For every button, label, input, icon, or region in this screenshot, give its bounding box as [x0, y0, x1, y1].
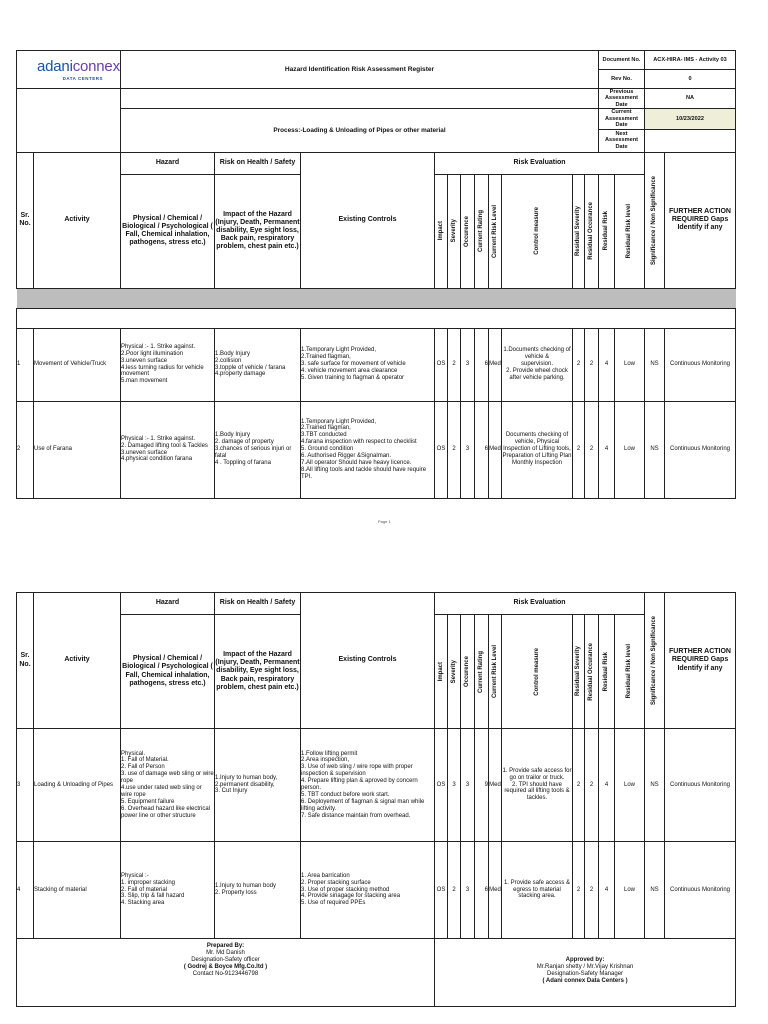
prepared-line-2: Designation-Safety officer — [191, 956, 260, 963]
risk-impact-line: 3.topple of vehicle / farana — [215, 364, 286, 371]
control-measure-line: supervision. — [520, 361, 553, 368]
current-rating: 6 — [475, 842, 489, 939]
hazard-line: 5. Equipment failure — [121, 798, 175, 805]
significance: NS — [645, 842, 665, 939]
table-row — [17, 729, 736, 842]
curr-date-label: Current Assessment Date — [599, 109, 645, 129]
shaded-row — [17, 288, 736, 308]
col-severity: Severity — [448, 615, 461, 729]
control-measure-line: 1. Provide safe access & egress to material stacking area. — [503, 879, 571, 900]
activity: Stacking of material — [34, 842, 121, 939]
existing-controls-line: 2.Trained flagman, — [301, 425, 351, 432]
further-action: Continuous Monitoring — [665, 729, 736, 842]
approved-line-3: ( Adani connex Data Centers ) — [542, 977, 628, 984]
hazard-line: 3.uneven surface — [121, 357, 168, 364]
existing-controls — [301, 729, 435, 842]
severity: 3 — [448, 729, 461, 842]
hazard — [121, 729, 215, 842]
activity: Use of Farana — [34, 401, 121, 498]
severity: 2 — [448, 328, 461, 401]
risk-impact-line: 2. Property loss — [215, 890, 257, 896]
residual-risk: 4 — [599, 842, 615, 939]
signature-row — [17, 939, 736, 1007]
col-res-risk: Residual Risk — [599, 174, 615, 288]
residual-level: Low — [615, 842, 645, 939]
activity: Movement of Vehicle/Truck — [34, 328, 121, 401]
risk-impact-line: 3.chances of serious injuri or fatal — [215, 446, 292, 459]
col-hazard: Hazard — [121, 152, 215, 174]
table-row — [17, 842, 736, 939]
impact: OS — [435, 729, 448, 842]
existing-controls-line: 3. safe surface for movement of vehicle — [301, 361, 406, 368]
existing-controls-line: 5. Use of required PPEs — [301, 900, 366, 907]
existing-controls-line: 4. Provide sinagage for stacking area — [301, 893, 401, 900]
hazard-line: Physical. — [121, 750, 146, 757]
hazard — [121, 842, 215, 939]
control-measure — [502, 328, 573, 401]
hazard-line: 4.use under rated web sling or wire rope — [121, 785, 202, 798]
existing-controls-line: 1.Temporary Light Provided, — [301, 418, 377, 425]
prev-date-value: NA — [645, 89, 736, 109]
existing-controls — [301, 401, 435, 498]
register-title: Hazard Identification Risk Assessment Register — [121, 51, 599, 89]
existing-controls — [301, 328, 435, 401]
existing-controls-line: 7.All operator Should have heavy licence. — [301, 459, 412, 466]
further-action: Continuous Monitoring — [665, 328, 736, 401]
col-res-occurrence: Residual Occurance — [585, 174, 599, 288]
existing-controls-line: 4. Prepare lifting plan & aproved by concern person. — [301, 778, 418, 791]
control-measure — [502, 401, 573, 498]
hazard-line: 4. Stacking area — [121, 900, 165, 907]
prepared-line-1: Mr. Md Danish — [206, 949, 245, 956]
current-rating: 6 — [475, 328, 489, 401]
col-res-severity: Residual Severity — [573, 615, 585, 729]
significance: NS — [645, 729, 665, 842]
existing-controls-line: 3.TBT conducted — [301, 432, 347, 439]
risk-impact — [215, 401, 301, 498]
existing-controls-line: 6. Deployement of flagman & signal man while lifting activity. — [301, 798, 425, 812]
col-controls: Existing Controls — [301, 152, 435, 288]
col-significance: Significance / Non Significance — [645, 152, 665, 288]
residual-risk: 4 — [599, 328, 615, 401]
occurrence: 3 — [461, 729, 475, 842]
existing-controls-line: 3. Use of web sling / wire rope with proper inspection & supervision — [301, 764, 413, 778]
risk-table-2 — [16, 592, 736, 1007]
existing-controls — [301, 842, 435, 939]
residual-level: Low — [615, 401, 645, 498]
col-severity: Severity — [448, 174, 461, 288]
col-res-level: Residual Risk level — [615, 174, 645, 288]
sr-no: 3 — [17, 729, 34, 842]
risk-impact-line: 3. Cut Injury — [215, 788, 248, 795]
residual-occurrence: 2 — [585, 842, 599, 939]
existing-controls-line: 4. vehicle movement area clearance — [301, 367, 398, 374]
significance: NS — [645, 328, 665, 401]
col-risk-sub: Impact of the Hazard (Injury, Death, Permanent disability, Eye sight loss, Back pain, respiratory problem, chest pain etc.) — [215, 174, 301, 288]
control-measure — [502, 842, 573, 939]
table-row — [17, 328, 736, 401]
residual-level: Low — [615, 729, 645, 842]
col-occurrence: Occurence — [461, 615, 475, 729]
current-level: Med — [489, 328, 502, 401]
existing-controls-line: 1. Area barrication — [301, 872, 350, 879]
sr-no: 4 — [17, 842, 34, 939]
existing-controls-line: 2.Area inspection, — [301, 757, 350, 764]
hazard-line: 2. Fall of Person — [121, 764, 165, 771]
residual-occurrence: 2 — [585, 328, 599, 401]
col-current-rating: Current Rating — [475, 615, 489, 729]
control-measure-line: 1.Documents checking of vehicle & — [503, 347, 571, 361]
table-row — [17, 401, 736, 498]
adaniconnex-logo: adaniconnex — [37, 58, 120, 76]
hazard-line: 4.less turning radius for vehicle movement — [121, 364, 204, 378]
col-hazard: Hazard — [121, 593, 215, 615]
hazard — [121, 328, 215, 401]
risk-impact-line: 2.permanent disability, — [215, 781, 275, 788]
col-impact: Impact — [435, 174, 448, 288]
col-risk-eval: Risk Evaluation — [435, 152, 645, 174]
page-1 — [16, 50, 736, 499]
col-impact: Impact — [435, 615, 448, 729]
hazard-line: 6. Overhead hazard like electrical power line or other structure — [121, 805, 211, 819]
col-sr: Sr. No. — [17, 152, 34, 288]
risk-impact-line: 1.Body Injury — [215, 350, 251, 357]
risk-impact — [215, 729, 301, 842]
residual-severity: 2 — [573, 328, 585, 401]
control-measure-line: 1. Provide safe access for go on trailor or truck. — [502, 767, 572, 781]
col-current-level: Current Risk Level — [489, 615, 502, 729]
sr-no: 1 — [17, 328, 34, 401]
severity: 2 — [448, 842, 461, 939]
hazard-line: 4.physical condition farana — [121, 456, 193, 463]
existing-controls-line: 6. Authorised Rigger &Signalman. — [301, 452, 392, 459]
existing-controls-line: 8.All lifting tools and tackle should have require TPI. — [301, 466, 427, 480]
risk-impact-line: 2.collision — [215, 357, 242, 364]
current-rating: 9 — [475, 729, 489, 842]
approved-line-2: Designation-Safety Manager — [546, 970, 624, 977]
prepared-line-3: ( Godrej & Boyce Mfg.Co.ltd ) — [183, 963, 268, 970]
existing-controls-line: 4.farana inspection with respect to checklist — [301, 439, 417, 446]
impact: OS — [435, 842, 448, 939]
residual-occurrence: 2 — [585, 401, 599, 498]
hazard-line: 2. Damaged lifting tool & Tackles — [121, 442, 208, 449]
col-res-risk: Residual Risk — [599, 615, 615, 729]
control-measure-line: Monthly Inspection — [511, 459, 563, 466]
residual-severity: 2 — [573, 842, 585, 939]
current-level: Med — [489, 729, 502, 842]
col-controls: Existing Controls — [301, 593, 435, 729]
col-control-measure: Control measure — [502, 615, 573, 729]
col-res-severity: Residual Severity — [573, 174, 585, 288]
col-activity: Activity — [34, 593, 121, 729]
col-control-measure: Control measure — [502, 174, 573, 288]
curr-date-value: 10/23/2022 — [645, 109, 736, 129]
hazard-line: 1. improper stacking — [121, 879, 176, 886]
impact: OS — [435, 401, 448, 498]
process-title: Process:-Loading & Unloading of Pipes or other material — [121, 109, 599, 152]
next-date-label: Next Assessment Date — [599, 129, 645, 152]
hazard-line: Physical :- — [121, 872, 149, 879]
existing-controls-line: 1.Temporary Light Provided, — [301, 347, 377, 354]
col-current-rating: Current Rating — [475, 174, 489, 288]
residual-severity: 2 — [573, 401, 585, 498]
risk-impact-line: 1.Body Injury — [215, 432, 251, 439]
further-action: Continuous Monitoring — [665, 842, 736, 939]
further-action: Continuous Monitoring — [665, 401, 736, 498]
prepared-line-4: Contact No-9123446798 — [192, 970, 259, 977]
significance: NS — [645, 401, 665, 498]
approved-by-block — [435, 939, 736, 1007]
col-sr: Sr. No. — [17, 593, 34, 729]
hazard-line: 1. Fall of Material. — [121, 757, 169, 764]
sr-no: 2 — [17, 401, 34, 498]
severity: 2 — [448, 401, 461, 498]
hazard-line: 5.man movement — [121, 378, 168, 385]
col-res-occurrence: Residual Occurance — [585, 615, 599, 729]
title-spacer — [121, 89, 599, 109]
doc-no-value: ACX-HIRA- IMS - Activity 03 — [645, 51, 736, 70]
residual-severity: 2 — [573, 729, 585, 842]
control-measure-line: Documents checking of vehicle, Physical Inspection of Lifting tools, Preparation of Lifting Plan — [502, 432, 572, 459]
header-table — [16, 50, 736, 153]
risk-impact-line: 4.property damage — [215, 371, 266, 378]
risk-impact-line: 1.Injury to human body — [215, 883, 277, 890]
col-hazard-sub: Physical / Chemical / Biological / Psychological ( Fall, Chemical inhalation, pathogens, stress etc.) — [121, 174, 215, 288]
risk-impact-line: 1.Injury to human body, — [215, 774, 278, 781]
existing-controls-line: 5. Given training to flagman & operator — [301, 374, 405, 381]
col-risk-sub: Impact of the Hazard (Injury, Death, Permanent disability, Eye sight loss, Back pain, respiratory problem, chest pain etc.) — [215, 615, 301, 729]
logo-subtitle: DATA CENTERS — [62, 75, 103, 81]
logo-cell — [17, 51, 121, 89]
activity: Loading & Unloading of Pipes — [34, 729, 121, 842]
prev-date-label: Previous Assessment Date — [599, 89, 645, 109]
hazard-line: 3. Slip, trip & fall hazard — [121, 893, 185, 900]
residual-level: Low — [615, 328, 645, 401]
current-level: Med — [489, 842, 502, 939]
hazard-line: 3.uneven surface — [121, 449, 168, 456]
page-number: Page 1 — [378, 519, 391, 524]
control-measure-line: 2. TPI should have required all lifting tools & tackles. — [504, 781, 570, 802]
col-hazard-sub: Physical / Chemical / Biological / Psychological ( Fall, Chemical inhalation, pathogens, stress etc.) — [121, 615, 215, 729]
col-further: FURTHER ACTION REQUIRED Gaps Identify if any — [665, 152, 736, 288]
prepared-line-0: Prepared By: — [206, 943, 245, 949]
col-activity: Activity — [34, 152, 121, 288]
logo-spacer — [17, 89, 121, 153]
col-risk: Risk on Health / Safety — [215, 593, 301, 615]
hazard-line: Physical :- 1. Strike against. — [121, 343, 196, 350]
existing-controls-line: 2. Proper stacking surface — [301, 879, 371, 886]
residual-occurrence: 2 — [585, 729, 599, 842]
risk-impact — [215, 328, 301, 401]
rev-value: 0 — [645, 70, 736, 89]
existing-controls-line: 7. Safe distance maintain from overhead. — [301, 812, 411, 819]
approved-line-1: Mr.Ranjan shetty / Mr.Vijay Krishnan — [536, 963, 634, 970]
existing-controls-line: 3. Use of proper stacking method — [301, 886, 390, 893]
current-level: Med — [489, 401, 502, 498]
risk-impact-line: 4 . Toppling of farana — [215, 459, 271, 466]
col-risk-eval: Risk Evaluation — [435, 593, 645, 615]
spacer-row — [17, 308, 736, 328]
page-2 — [16, 592, 736, 1007]
occurrence: 3 — [461, 842, 475, 939]
control-measure — [502, 729, 573, 842]
col-occurrence: Occurence — [461, 174, 475, 288]
risk-impact — [215, 842, 301, 939]
approved-line-0: Approved by: — [565, 957, 605, 963]
hazard — [121, 401, 215, 498]
hazard-line: Physical :- 1. Strike against. — [121, 435, 196, 442]
existing-controls-line: 1.Follow lifting permit — [301, 750, 358, 757]
next-date-value — [645, 129, 736, 152]
control-measure-line: 2. Provide wheel chock after vehicle parking. — [506, 367, 568, 381]
occurrence: 3 — [461, 401, 475, 498]
hazard-line: 2. Fall of material — [121, 886, 168, 893]
col-res-level: Residual Risk level — [615, 615, 645, 729]
occurrence: 3 — [461, 328, 475, 401]
rev-label: Rev No. — [599, 70, 645, 89]
existing-controls-line: 5. Ground condition — [301, 446, 354, 453]
col-current-level: Current Risk Level — [489, 174, 502, 288]
prepared-by-block — [17, 939, 435, 1007]
col-significance: Significance / Non Significance — [645, 593, 665, 729]
col-risk: Risk on Health / Safety — [215, 152, 301, 174]
risk-impact-line: 2. damage of property — [215, 439, 274, 446]
existing-controls-line: 2.Trained flagman, — [301, 354, 351, 361]
hazard-line: 3. use of damage web sling or wire rope — [121, 771, 214, 785]
residual-risk: 4 — [599, 729, 615, 842]
current-rating: 6 — [475, 401, 489, 498]
col-further: FURTHER ACTION REQUIRED Gaps Identify if any — [665, 593, 736, 729]
residual-risk: 4 — [599, 401, 615, 498]
impact: OS — [435, 328, 448, 401]
hazard-line: 2.Poor light illumination — [121, 350, 184, 357]
risk-table-1 — [16, 152, 736, 499]
existing-controls-line: 5. TBT conduct before work start. — [301, 791, 390, 798]
doc-no-label: Document No. — [599, 51, 645, 70]
